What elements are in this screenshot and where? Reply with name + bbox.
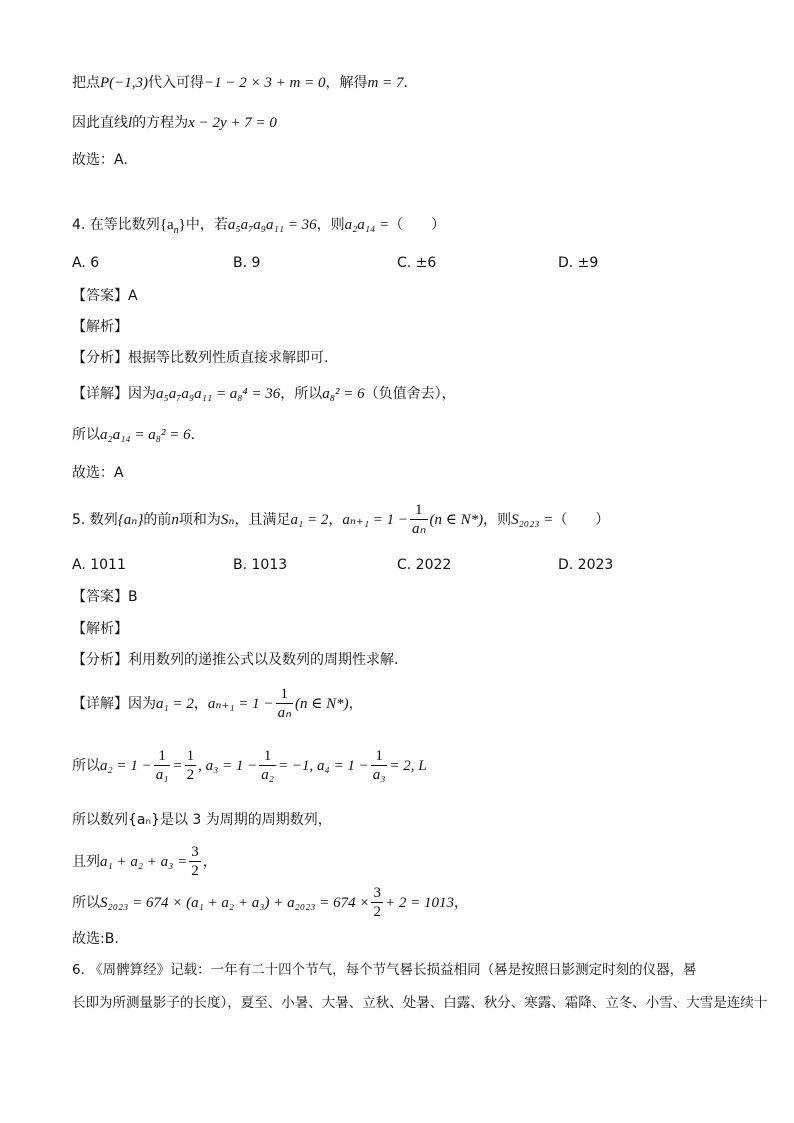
q4-option-a: A. 6 [72, 255, 100, 271]
choose-line: 故选：A. [72, 152, 128, 168]
text: 所以 [72, 758, 100, 774]
formula: −1 − 2 × 3 + m = 0 [204, 75, 326, 91]
fraction [189, 844, 201, 880]
q4-fenxi: 【分析】根据等比数列性质直接求解即可. [72, 350, 329, 366]
text: ， [202, 854, 217, 870]
fraction-numerator: 1 [154, 748, 171, 766]
text: 所以 [72, 895, 100, 911]
formula: S₂₀₂₃ = [511, 512, 554, 528]
text: ， [453, 895, 468, 911]
text: 【详解】因为 [72, 386, 156, 402]
q4-jiexi: 【解析】 [72, 319, 128, 335]
formula: n [171, 512, 179, 528]
fraction-numerator: 1 [371, 748, 388, 766]
fraction-denominator: 2 [373, 904, 381, 920]
q4-answer: 【答案】A [72, 288, 138, 304]
formula: = 2, L [389, 758, 427, 774]
text: 因此直线 [72, 115, 128, 131]
q5-option-b: B. 1013 [233, 557, 288, 573]
fraction-denominator: aₙ [412, 521, 426, 537]
fraction-denominator: 2 [191, 863, 199, 879]
text: ，则 [483, 512, 512, 528]
fraction-denominator: a₂ [261, 767, 274, 783]
text: ，解得 [325, 75, 368, 91]
formula: (n ∈ N*) [429, 512, 484, 528]
text: ， [348, 696, 363, 712]
text: ，且满足 [234, 512, 291, 528]
q4-detail [72, 384, 724, 404]
q4-choose: 故选：A [72, 465, 124, 481]
text: ，则 [316, 217, 345, 233]
formula: l [128, 115, 133, 131]
q4-option-b: B. 9 [233, 255, 261, 271]
q5-choose: 故选:B. [72, 931, 119, 947]
formula: a₂ = 1 − [100, 758, 152, 774]
fraction-numerator: 1 [186, 748, 195, 764]
text: 所以 [72, 427, 100, 443]
q5-final [72, 883, 724, 925]
formula: a₁ = 2 [290, 512, 329, 528]
text: 中，若 [185, 217, 228, 233]
q5-option-d: D. 2023 [558, 557, 614, 573]
solution-line-equation [72, 113, 724, 133]
text: 5. 数列 [72, 512, 118, 528]
text: . [403, 75, 408, 91]
formula: = [172, 758, 183, 774]
formula: aₙ₊₁ = 1 − [342, 512, 409, 528]
text: ，所以 [280, 386, 323, 402]
fraction [259, 748, 276, 784]
fraction-denominator: aₙ [277, 705, 292, 721]
formula: (n ∈ N*) [295, 696, 349, 712]
q5-fenxi: 【分析】利用数列的递推公式以及数列的周期性求解. [72, 652, 399, 668]
formula-part: {a [159, 217, 174, 233]
fraction-numerator: 1 [259, 748, 276, 766]
formula: a₁ + a₂ + a₃ = [100, 854, 188, 870]
formula-subscript: n [173, 225, 179, 236]
formula: a₈² = 6 [322, 386, 365, 402]
formula: m = 7 [367, 75, 404, 91]
fraction [154, 748, 171, 784]
q4-option-c: C. ±6 [397, 255, 437, 271]
text: 且列 [72, 854, 100, 870]
text: 代入可得 [148, 75, 205, 91]
q5-calc [72, 746, 724, 788]
fraction-numerator: 3 [373, 885, 381, 901]
text: ， [328, 512, 343, 528]
fraction-numerator: 3 [191, 844, 199, 860]
fraction-numerator: 1 [276, 686, 293, 704]
text: 把点 [72, 75, 100, 91]
formula: a₅a₇a₉a₁₁ = a₈⁴ = 36 [156, 386, 281, 402]
fraction-denominator: a₁ [155, 767, 169, 783]
fraction [371, 748, 388, 784]
fraction-denominator: 2 [186, 767, 195, 783]
text: 的方程为 [132, 115, 189, 131]
question-4-stem [72, 215, 724, 241]
q5-detail [72, 684, 724, 726]
q5-sum [72, 842, 724, 884]
fraction [410, 502, 427, 538]
fraction [371, 885, 383, 921]
q5-option-a: A. 1011 [72, 557, 126, 573]
formula: x − 2y + 7 = 0 [188, 115, 277, 131]
q5-period: 所以数列{aₙ}是以 3 为周期的周期数列， [72, 812, 332, 828]
formula: Sₙ [220, 512, 235, 528]
formula: a₅a₇a₉a₁₁ = 36 [227, 217, 317, 233]
question-6-line-1: 6. 《周髀算经》记载：一年有二十四个节气，每个节气晷长损益相同（晷是按照日影测定时刻的仪器，晷 [72, 962, 697, 978]
formula: P(−1,3) [100, 75, 149, 91]
q4-so [72, 425, 724, 445]
solution-line-substitute [72, 73, 724, 93]
formula: , a₃ = 1 − [198, 758, 258, 774]
formula [159, 217, 186, 236]
fraction-numerator: 1 [410, 502, 427, 520]
formula: S₂₀₂₃ = 674 × (a₁ + a₂ + a₃) + a₂₀₂₃ = 674 × [100, 895, 370, 911]
text: ， [193, 696, 208, 712]
formula-part: } [178, 217, 186, 233]
fraction-denominator: a₃ [372, 767, 386, 783]
fraction [185, 748, 197, 784]
formula: = −1, a₄ = 1 − [278, 758, 369, 774]
formula: a₁ = 2 [156, 696, 194, 712]
fraction [276, 686, 293, 722]
formula: a₂a₁₄ = a₈² = 6 [100, 427, 191, 443]
formula: + 2 = 1013 [384, 895, 454, 911]
text: （负值舍去）， [364, 386, 456, 402]
formula: {aₙ} [117, 512, 144, 528]
text: 项和为 [178, 512, 221, 528]
text: . [190, 427, 196, 443]
q5-jiexi: 【解析】 [72, 621, 128, 637]
q5-option-c: C. 2022 [397, 557, 452, 573]
formula: a₂a₁₄ = [344, 217, 390, 233]
formula: aₙ₊₁ = 1 − [207, 696, 274, 712]
question-6-line-2: 长即为所测量影子的长度），夏至、小暑、大暑、立秋、处暑、白露、秋分、寒露、霜降、立冬、小雪、大雪是连续十 [72, 995, 768, 1011]
text: 的前 [143, 512, 172, 528]
text: （ ） [553, 512, 610, 528]
q4-option-d: D. ±9 [558, 255, 599, 271]
question-5-stem [72, 500, 724, 542]
text: 4. 在等比数列 [72, 217, 160, 233]
q5-answer: 【答案】B [72, 589, 138, 605]
text: 【详解】因为 [72, 696, 156, 712]
text: （ ） [389, 217, 446, 233]
